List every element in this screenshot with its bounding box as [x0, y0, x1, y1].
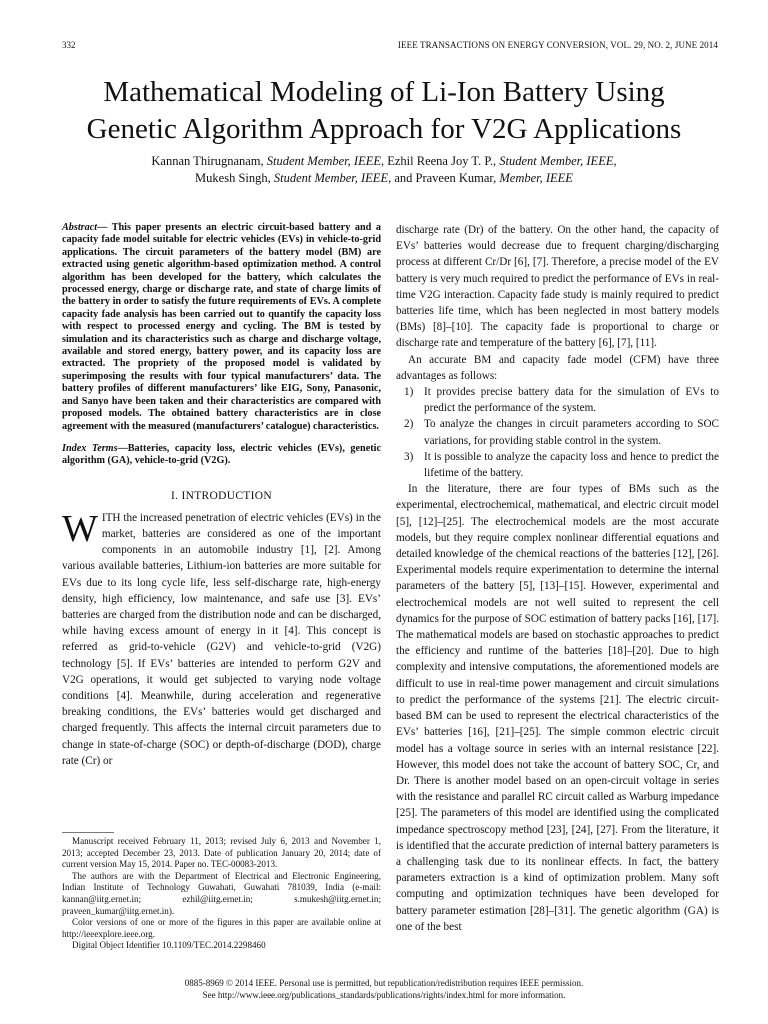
abstract-dash: — — [97, 222, 112, 233]
author-name: Kannan Thirugnanam, — [151, 154, 267, 168]
drop-cap: W — [62, 507, 98, 550]
author-membership: Student Member, IEEE — [266, 154, 381, 168]
footnotes — [62, 836, 381, 952]
list-item — [396, 384, 719, 416]
footnote-manuscript: Manuscript received February 11, 2013; revised July 6, 2013 and November 1, 2013; accepted December 23, 2013. Date of publication January 20, 2014; date of current version May 15, 2014. Paper no. TEC-00083-2013. — [62, 836, 381, 870]
intro-paragraph-1-text: ITH the increased penetration of electric vehicles (EVs) in the market, batteries are considered as one of the important components in an automobile industry [1], [2]. Among various available batteries, Lithium-ion batteries are more suitable for EVs due to its long cycle life, less self-discharge rate, high-energy density, high efficiency, low maintenance, and safe use [3]. EVs’ batteries are charged from the distribution node and can be discharged, while having excess amount of energy in it [4]. This concept is referred as grid-to-vehicle (G2V) and vehicle-to-grid (V2G) technology [5]. If EVs’ batteries are intended to perform G2V and V2G operations, it would get subjected to varying node voltage conditions [4]. Meanwhile, during acceleration and regenerative breaking conditions, the EVs’ batteries would get discharged and charged frequently. This affects the internal circuit parameters due to change in state-of-charge (SOC) or depth-of-discharge (DOD), charge rate (Cr) or — [62, 511, 381, 767]
author-membership: Student Member, IEEE — [273, 171, 389, 185]
authors-line-1 — [40, 153, 728, 170]
right-paragraph-2: An accurate BM and capacity fade model (CFM) have three advantages as follows: — [396, 353, 719, 382]
copyright-line: 0885-8969 © 2014 IEEE. Personal use is permitted, but republication/redistribution requires IEEE permission. — [184, 978, 584, 988]
list-item — [396, 449, 719, 481]
list-item-number: 1) — [404, 386, 414, 399]
intro-paragraph-1 — [62, 507, 381, 769]
index-terms — [62, 443, 381, 468]
authors-line-2 — [40, 170, 728, 187]
footnote-color-versions: Color versions of one or more of the figures in this paper are available online at http://ieeexplore.ieee.org. — [62, 917, 381, 939]
page-number: 332 — [62, 40, 76, 50]
title-line-1: Mathematical Modeling of Li-Ion Battery Using — [103, 76, 665, 108]
running-header: IEEE TRANSACTIONS ON ENERGY CONVERSION, VOL. 29, NO. 2, JUNE 2014 — [397, 40, 718, 50]
abstract — [62, 222, 381, 433]
advantages-list — [396, 384, 719, 481]
author-separator: , — [613, 154, 617, 168]
rights-link-line: See http://www.ieee.org/publications_standards/publications/rights/index.html for more information. — [202, 990, 566, 1000]
author-membership: Member, IEEE — [499, 171, 573, 185]
author-membership: Student Member, IEEE — [499, 154, 614, 168]
left-column — [62, 222, 381, 769]
list-item-number: 3) — [404, 450, 414, 463]
right-paragraph-1: discharge rate (Dr) of the battery. On the other hand, the capacity of EVs’ batteries would decrease due to frequent charging/discharging process at different Cr/Dr [6], [7]. Therefore, a precise model of the EV battery is very much required to predict the performance of EVs in real-time V2G interaction. Capacity fade study is mainly required to predict batteries life time, which has been neglected in most battery models (BMs) [8]–[10]. The capacity fade is proportional to charge or discharge rate and temperature of the battery [6], [7], [11]. — [396, 224, 719, 350]
footnote-affiliation: The authors are with the Department of Electrical and Electronic Engineering, Indian Institute of Technology Guwahati, Guwahati 781039, India (e-mail: kannan@iitg.ernet.in; ezhil@iitg.ernet.in; s.mukesh@iitg.ernet.in; praveen_kumar@iitg.ernet.in). — [62, 870, 381, 916]
copyright-footer — [40, 977, 728, 1001]
section-heading-introduction: I. INTRODUCTION — [171, 489, 272, 502]
footnote-rule — [62, 832, 114, 833]
author-name: , and Praveen Kumar, — [388, 171, 500, 185]
abstract-text: This paper presents an electric circuit-based battery and a capacity fade model suitable for electric vehicles (EVs) in vehicle-to-grid applications. The circuit parameters of the battery model (BM) are extracted using genetic algorithm-based optimization method. A control algorithm has been developed for the battery, which calculates the processed energy, charge or discharge rate, and state of charge limits of the battery in order to satisfy the future requirements of EVs. A complete capacity fade analysis has been carried out to quantify the capacity loss with respect to processed energy and cycling. The BM is tested by simulation and its characteristics such as charge and discharge voltage, available and stored energy, battery power, and its capacity loss are extracted. The propriety of the proposed model is validated by superimposing the results with four typical manufacturers’ data. The battery profiles of different manufacturers’ like EIG, Sony, Panasonic, and Sanyo have been taken and their characteristics are compared with proposed models. The obtained battery characteristics are in close agreement with the measured (manufacturers’ catalogue) characteristics. — [62, 222, 381, 432]
abstract-label: Abstract — [62, 222, 98, 233]
list-item-text: It provides precise battery data for the simulation of EVs to predict the performance of the system. — [424, 386, 719, 415]
right-paragraph-3: In the literature, there are four types of BMs such as the experimental, electrochemical, mathematical, and electric circuit model [5], [12]–[25]. The electrochemical models are the most accurate models, but they require complex nonlinear differential equations and detailed knowledge of the chemical reactions of the batteries [12], [26]. Experimental models require experimentation to determine the internal parameters of the battery [5], [13]–[15]. However, experimental and electrochemical models are not well suited to represent the cell dynamics for the purpose of SOC estimation of battery packs [16], [17]. The mathematical models are based on stochastic approaches to predict the efficiency and runtime of the batteries [18]–[20]. Due to high complexity and intensive computations, the aforementioned models are difficult to use in real-time power management and circuit simulations to predict the performance of the systems [21]. The electric circuit-based BM can be used to represent the electrical characteristics of the EVs’ batteries [16], [21]–[25]. The simple common electric circuit model has a voltage source in series with an internal resistance [22]. However, this model does not take the account of battery SOC, Cr, and Dr. There is another model based on an open-circuit voltage in series with the resistance and parallel RC circuit called as Warburg impedance [25]. The parameters of this model are identified using the complicated impedance spectroscopy method [23], [24], [27]. From the literature, it is identified that the accurate prediction of internal battery parameters is a challenging task due to its nonlinear effects. In fact, the battery parameters extraction is a kind of optimization problem. Many soft computing and optimization techniques have been developed for battery parameter estimation [28]–[31]. The genetic algorithm (GA) is one of the best — [396, 483, 719, 933]
author-list — [40, 153, 728, 187]
footnote-doi: Digital Object Identifier 10.1109/TEC.2014.2298460 — [72, 940, 266, 951]
list-item-text: It is possible to analyze the capacity loss and hence to predict the lifetime of the battery. — [424, 450, 719, 480]
index-terms-label: Index Terms — [62, 442, 118, 454]
list-item — [396, 416, 719, 448]
author-name: , Ezhil Reena Joy T. P., — [380, 154, 500, 168]
list-item-number: 2) — [404, 418, 414, 431]
list-item-text: To analyze the changes in circuit parameters according to SOC variations, for providing stable control in the system. — [424, 418, 719, 447]
title-line-2: Genetic Algorithm Approach for V2G Applications — [86, 113, 682, 145]
index-terms-text: —Batteries, capacity loss, electric vehicles (EVs), genetic algorithm (GA), vehicle-to-grid (V2G). — [62, 442, 381, 467]
right-column — [396, 222, 719, 935]
paper-title — [40, 74, 728, 148]
author-name: Mukesh Singh, — [195, 171, 274, 185]
